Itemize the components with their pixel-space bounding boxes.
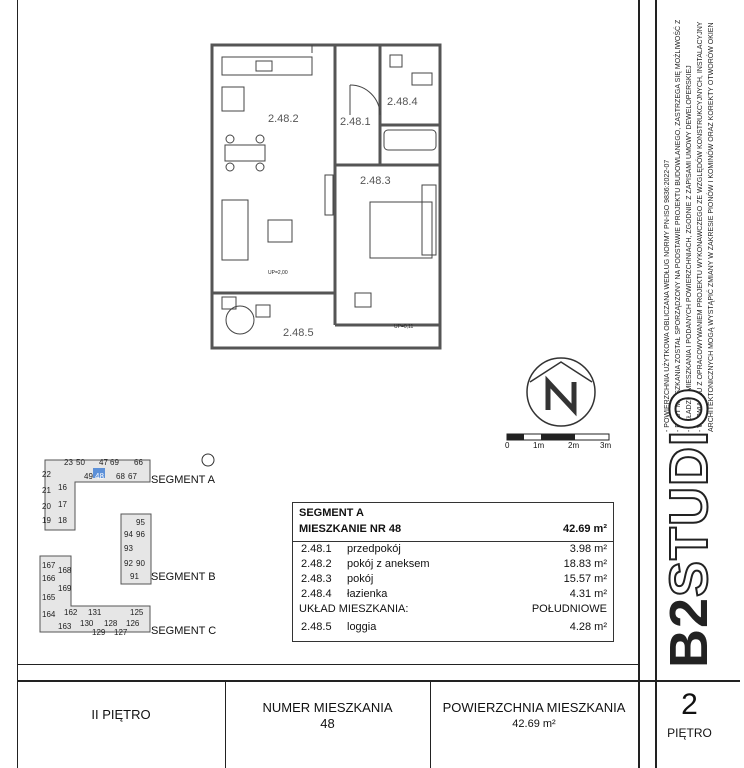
- info-row: [293, 558, 613, 573]
- room-area: 4.28 m²: [569, 621, 607, 633]
- info-row-loggia: [293, 621, 613, 636]
- frame-footer-line: [17, 680, 740, 682]
- key-number: 93: [124, 544, 133, 553]
- key-number: 131: [88, 608, 102, 617]
- room-label-2-48-2: 2.48.2: [268, 113, 299, 125]
- footer-area-label: POWIERZCHNIA MIESZKANIA: [442, 700, 626, 715]
- key-number: 49: [84, 472, 93, 481]
- key-number: 130: [80, 619, 94, 628]
- footer-area-value: 42.69 m²: [512, 718, 556, 730]
- door-arc: [350, 85, 380, 115]
- room-label-2-48-1: 2.48.1: [340, 116, 371, 128]
- plan-outer-wall: [212, 45, 440, 348]
- room-num: 2.48.1: [301, 543, 332, 555]
- frame-top-footer-line: [17, 664, 640, 665]
- key-number: 90: [136, 559, 145, 568]
- loggia-table: [226, 306, 254, 334]
- key-number: 95: [136, 518, 145, 527]
- segment-c-label: SEGMENT C: [151, 625, 217, 637]
- key-number-highlight: 48: [95, 472, 104, 481]
- kitchen-fridge: [222, 87, 244, 111]
- key-number: 50: [76, 458, 85, 467]
- dining-chair: [256, 163, 264, 171]
- key-number: 166: [42, 574, 56, 583]
- key-number: 125: [130, 608, 144, 617]
- layout-label: UKŁAD MIESZKANIA:: [299, 603, 409, 615]
- room-num: 2.48.3: [301, 573, 332, 585]
- bathtub: [384, 130, 436, 150]
- key-number: 67: [128, 472, 137, 481]
- room-name: loggia: [347, 621, 377, 633]
- bed: [370, 202, 432, 258]
- key-number: 22: [42, 470, 51, 479]
- room-name: pokój z aneksem: [347, 558, 430, 570]
- level-mark: UP=0,11: [394, 324, 414, 330]
- room-area: 4.31 m²: [569, 588, 607, 600]
- key-number: 21: [42, 486, 51, 495]
- key-number: 167: [42, 561, 56, 570]
- compass-mini-icon: [202, 454, 214, 466]
- segment-b-label: SEGMENT B: [151, 571, 216, 583]
- kitchen-counter: [222, 57, 312, 75]
- segment-a-label: SEGMENT A: [151, 474, 215, 486]
- wardrobe: [422, 185, 436, 255]
- footer-floor-word: PIĘTRO: [667, 726, 712, 740]
- loggia-chair: [256, 305, 270, 317]
- key-number: 69: [110, 458, 119, 467]
- apartment-info-table: [292, 502, 614, 642]
- note-line: - UKŁADZIE MIESZKANIA I PODANYCH POWIERZCHNIACH, ZGODNIE Z ZAPISAMI UMOWY DEWELOPERSKIEJ: [686, 65, 693, 432]
- dining-table: [225, 145, 265, 161]
- brand-rest: STUDIO: [659, 386, 719, 597]
- key-number: 92: [124, 559, 133, 568]
- info-row: [293, 588, 613, 603]
- scale-tick-2m: 2m: [568, 441, 580, 450]
- info-header: [293, 503, 613, 542]
- key-number: 66: [134, 458, 143, 467]
- room-name: przedpokój: [347, 543, 401, 555]
- room-area: 15.57 m²: [563, 573, 607, 585]
- info-total-area: 42.69 m²: [562, 523, 607, 535]
- footer-number-label: NUMER MIESZKANIA: [262, 700, 393, 715]
- key-number: 47: [99, 458, 108, 467]
- info-apartment: MIESZKANIE NR 48: [299, 523, 402, 535]
- key-number: 18: [58, 516, 67, 525]
- room-label-2-48-5: 2.48.5: [283, 327, 314, 339]
- layout-value: POŁUDNIOWE: [531, 603, 607, 615]
- room-name: pokój: [347, 573, 374, 585]
- key-number: 127: [114, 628, 128, 637]
- room-area: 18.83 m²: [563, 558, 607, 570]
- scale-tick-0: 0: [505, 441, 510, 450]
- dining-chair: [226, 163, 234, 171]
- key-number: 94: [124, 530, 133, 539]
- frame-right-line: [655, 0, 657, 768]
- key-number: 20: [42, 502, 51, 511]
- note-line: ARCHITEKTONICZNYCH MOGĄ WYSTĄPIĆ ZMIANY W ZAKRESIE PIONÓW I KOMINÓW ORAZ KOREKTY OTWORÓW OKIEN: [708, 22, 715, 432]
- compass-icon: [518, 352, 604, 428]
- info-segment: SEGMENT A: [299, 507, 364, 519]
- frame-left-line: [17, 0, 18, 768]
- note-line: - POWIERZCHNIA UŻYTKOWA OBLICZANA WEDŁUG NORMY PN-ISO 9836:2022-07: [664, 159, 671, 432]
- key-number: 168: [58, 566, 72, 575]
- room-area: 3.98 m²: [569, 543, 607, 555]
- key-number: 163: [58, 622, 72, 631]
- key-number: 169: [58, 584, 72, 593]
- key-number: 23: [64, 458, 73, 467]
- key-number: 164: [42, 610, 56, 619]
- footer-floor: II PIĘTRO: [91, 707, 151, 722]
- key-number: 129: [92, 628, 106, 637]
- scale-tick-1m: 1m: [533, 441, 545, 450]
- dining-chair: [226, 135, 234, 143]
- info-row: [293, 543, 613, 558]
- room-num: 2.48.4: [301, 588, 332, 600]
- info-row-layout: [293, 603, 613, 618]
- bath-toilet: [390, 55, 402, 67]
- brand-logo: [658, 387, 720, 668]
- room-label-2-48-4: 2.48.4: [387, 96, 418, 108]
- room-num: 2.48.5: [301, 621, 332, 633]
- sofa: [222, 200, 248, 260]
- key-number: 68: [116, 472, 125, 481]
- key-number: 126: [126, 619, 140, 628]
- footer-floor-number: 2: [681, 688, 698, 721]
- frame-divider-line: [638, 0, 640, 768]
- kitchen-sink: [256, 61, 272, 71]
- room-label-2-48-3: 2.48.3: [360, 175, 391, 187]
- key-number: 17: [58, 500, 67, 509]
- dining-chair: [256, 135, 264, 143]
- key-number: 19: [42, 516, 51, 525]
- coffee-table: [268, 220, 292, 242]
- key-number: 162: [64, 608, 78, 617]
- scale-tick-3m: 3m: [600, 441, 612, 450]
- key-number: 96: [136, 530, 145, 539]
- footer-number-value: 48: [320, 716, 335, 731]
- brand-bold: B2: [659, 596, 719, 668]
- key-number: 165: [42, 593, 56, 602]
- note-line: - W ZWIĄZKU Z OPRACOWYWANIEM PROJEKTU WYKONAWCZEGO ZE WZGLĘDÓW KONSTRUKCYJNYCH, INSTALACYJNY: [697, 21, 704, 432]
- key-number: 16: [58, 483, 67, 492]
- info-row: [293, 573, 613, 588]
- note-line: - RZUT MIESZKANIA ZOSTAŁ SPORZĄDZONY NA PODSTAWIE PROJEKTU BUDOWLANEGO, ZASTRZEGA SIĘ MOŻLIWOŚĆ Z: [675, 19, 682, 432]
- key-number: 91: [130, 572, 139, 581]
- floor-plan: [200, 35, 460, 355]
- room-num: 2.48.2: [301, 558, 332, 570]
- desk-chair: [355, 293, 371, 307]
- room-name: łazienka: [347, 588, 388, 600]
- scale-bar: [505, 432, 615, 442]
- level-mark: UP=2,00: [268, 270, 288, 276]
- key-number: 128: [104, 619, 118, 628]
- tv-unit: [325, 175, 333, 215]
- bath-sink: [412, 73, 432, 85]
